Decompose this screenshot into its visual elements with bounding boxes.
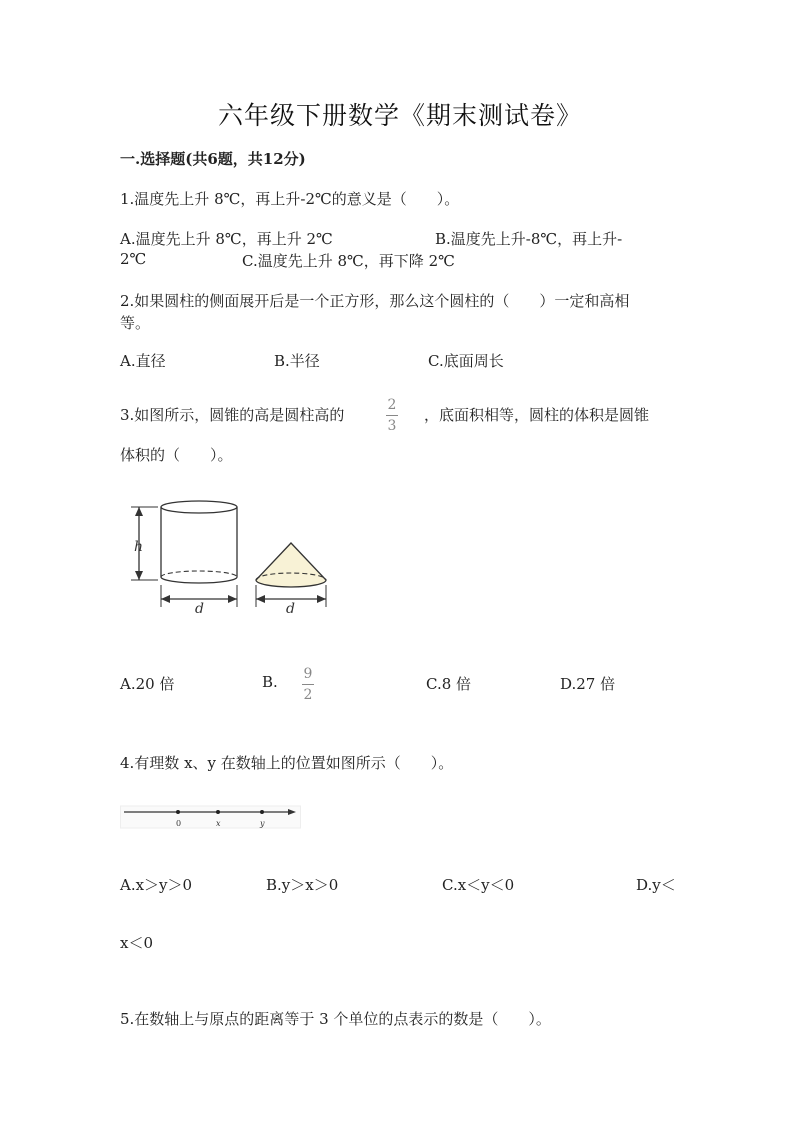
q1-option-a: A.温度先上升 8℃，再上升 2℃ — [120, 230, 333, 248]
cyl-d-arrow-right — [228, 595, 237, 603]
fraction-bar — [386, 415, 398, 416]
cone-d-arrow-right — [317, 595, 326, 603]
q1-option-b: B.温度先上升-8℃，再上升- — [435, 230, 623, 248]
q1-option-b-cont: 2℃ — [120, 250, 147, 268]
number-line-bg — [121, 806, 301, 828]
q3-option-b-den: 2 — [303, 687, 313, 703]
label-x: x — [216, 819, 221, 828]
q4-option-c: C.x＜y＜0 — [442, 876, 515, 894]
q2-option-c: C.底面周长 — [428, 352, 504, 370]
cylinder-bottom-back — [161, 571, 237, 577]
cyl-d-label: d — [195, 601, 204, 617]
q4-option-a: A.x＞y＞0 — [120, 876, 193, 894]
point-y — [260, 810, 264, 814]
fraction-bar — [302, 684, 314, 685]
cylinder-cone-figure — [120, 495, 340, 620]
q4-option-b: B.y＞x＞0 — [266, 876, 339, 894]
q3-option-b: B. — [262, 673, 278, 691]
point-x — [216, 810, 220, 814]
q3-option-b-num: 9 — [303, 666, 313, 682]
page-title: 六年级下册数学《期末测试卷》 — [217, 101, 582, 130]
q1-option-c: C.温度先上升 8℃，再下降 2℃ — [242, 252, 455, 270]
cone-d-label: d — [286, 601, 295, 617]
q4-option-d: D.y＜ — [636, 876, 676, 894]
q2-option-a: A.直径 — [120, 352, 166, 370]
q3-fraction-num: 2 — [387, 397, 397, 413]
cylinder-bottom-front — [161, 577, 237, 583]
cone-body — [256, 543, 326, 587]
q5-stem: 5.在数轴上与原点的距离等于 3 个单位的点表示的数是（ ）。 — [120, 1010, 551, 1028]
q4-option-d-cont: x＜0 — [120, 934, 154, 952]
q3-option-d: D.27 倍 — [560, 675, 616, 693]
q2-stem-cont: 等。 — [120, 314, 151, 332]
q3-stem-post: ，底面积相等，圆柱的体积是圆锥 — [424, 406, 650, 424]
q3-stem-cont: 体积的（ ）。 — [120, 446, 233, 464]
q3-option-a: A.20 倍 — [120, 675, 175, 693]
q2-stem: 2.如果圆柱的侧面展开后是一个正方形，那么这个圆柱的（ ）一定和高相 — [120, 292, 630, 310]
label-y: y — [260, 819, 265, 828]
q3-fraction — [386, 398, 398, 433]
cone-d-arrow-left — [256, 595, 265, 603]
height-label: h — [134, 539, 144, 555]
point-zero — [176, 810, 180, 814]
q2-option-b: B.半径 — [274, 352, 320, 370]
height-arrow-bottom — [135, 571, 143, 580]
section-heading: 一.选择题(共6题，共12分) — [120, 150, 306, 168]
cyl-d-arrow-left — [161, 595, 170, 603]
cylinder-top — [161, 501, 237, 513]
q3-option-c: C.8 倍 — [426, 675, 472, 693]
q3-option-b-fraction — [302, 667, 314, 702]
q1-stem: 1.温度先上升 8℃，再上升-2℃的意义是（ ）。 — [120, 190, 460, 208]
q3-stem: 3.如图所示，圆锥的高是圆柱高的 — [120, 406, 345, 424]
label-zero: 0 — [176, 819, 182, 828]
number-line-figure — [120, 800, 302, 834]
q4-stem: 4.有理数 x、y 在数轴上的位置如图所示（ ）。 — [120, 754, 454, 772]
height-arrow-top — [135, 507, 143, 516]
q3-fraction-den: 3 — [387, 418, 397, 434]
